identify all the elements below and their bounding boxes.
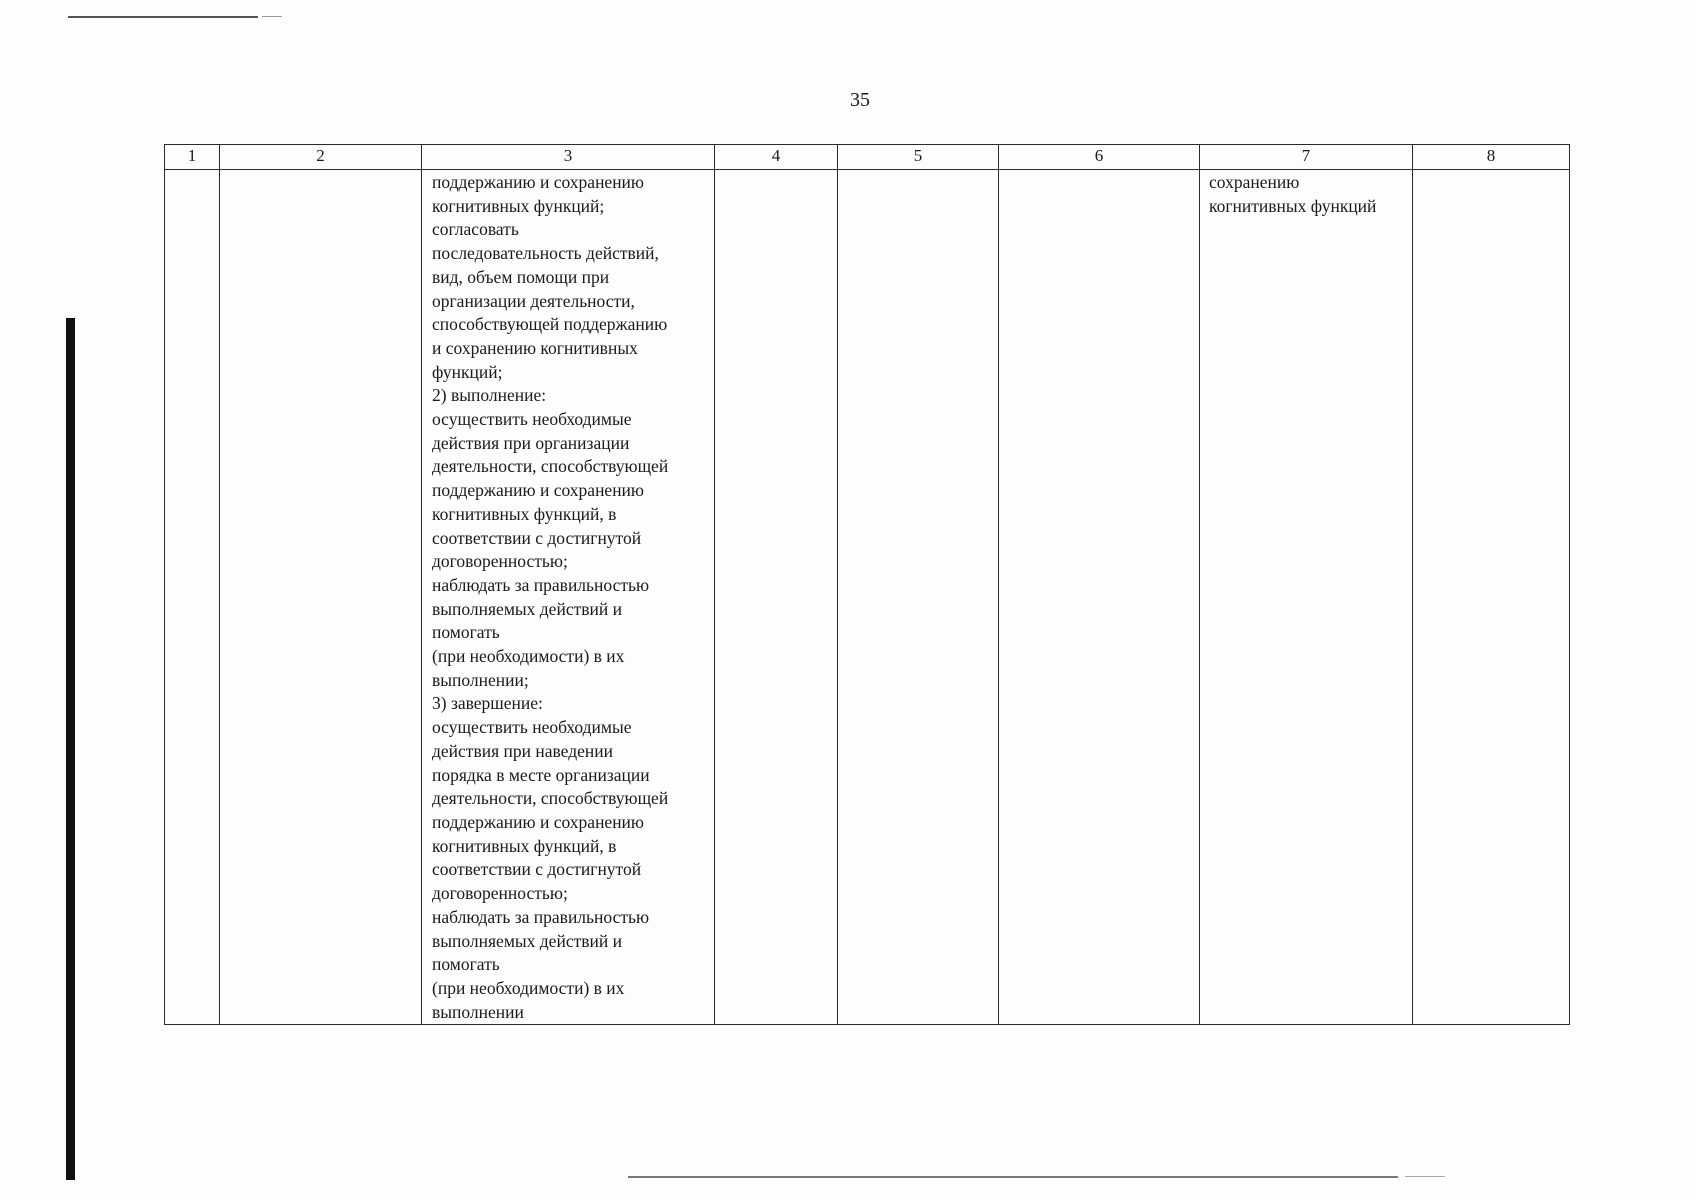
cell-3-text: поддержанию и сохранению когнитивных функций; согласовать последовательность действий, вид, объем помощи при организации деятельности, способствующей поддержанию и сохранению когнитивных функций; 2) выполнение: осуществить необходимые действия при организации деятельности, способствующей поддержанию и сохранению когнитивных функций, в соответствии с достигнутой договоренностью; наблюдать за правильностью выполняемых действий и помогать (при необходимости) в их выполнении; 3) завершение: осуществить необходимые действия при наведении порядка в месте организации деятельности, способствующей поддержанию и сохранению когнитивных функций, в соответствии с достигнутой договоренностью; наблюдать за правильностью выполняемых действий и помогать (при необходимости) в их выполнении bbox=[432, 172, 669, 1022]
column-number-5: 5 bbox=[838, 145, 999, 170]
cell-5-text bbox=[838, 170, 998, 171]
table-cell-1 bbox=[165, 170, 220, 1025]
scan-artifact-edge bbox=[66, 318, 75, 1180]
cell-4-text bbox=[715, 170, 837, 171]
cell-7-text: сохранению когнитивных функций bbox=[1209, 172, 1377, 216]
scan-artifact-dash bbox=[262, 16, 282, 17]
column-number-8: 8 bbox=[1413, 145, 1570, 170]
scan-artifact-line-bottom bbox=[628, 1176, 1398, 1178]
cell-8-text bbox=[1413, 170, 1569, 171]
table-cell-6 bbox=[999, 170, 1200, 1025]
table-cell-2 bbox=[220, 170, 422, 1025]
document-table bbox=[164, 144, 1570, 1025]
column-number-4: 4 bbox=[715, 145, 838, 170]
table-cell-3 bbox=[422, 170, 715, 1025]
table-cell-7 bbox=[1200, 170, 1413, 1025]
column-number-6: 6 bbox=[999, 145, 1200, 170]
column-number-7: 7 bbox=[1200, 145, 1413, 170]
cell-6-text bbox=[999, 170, 1199, 171]
scan-artifact-line bbox=[68, 16, 258, 18]
scan-artifact-dash-bottom bbox=[1405, 1176, 1445, 1177]
page-number: 35 bbox=[850, 89, 870, 111]
column-number-2: 2 bbox=[220, 145, 422, 170]
column-number-3: 3 bbox=[422, 145, 715, 170]
table-cell-4 bbox=[715, 170, 838, 1025]
table-cell-8 bbox=[1413, 170, 1570, 1025]
column-number-1: 1 bbox=[165, 145, 220, 170]
cell-1-text bbox=[165, 170, 219, 171]
table-header-row bbox=[165, 145, 1570, 170]
table-cell-5 bbox=[838, 170, 999, 1025]
table-row bbox=[165, 170, 1570, 1025]
cell-2-text bbox=[220, 170, 421, 171]
